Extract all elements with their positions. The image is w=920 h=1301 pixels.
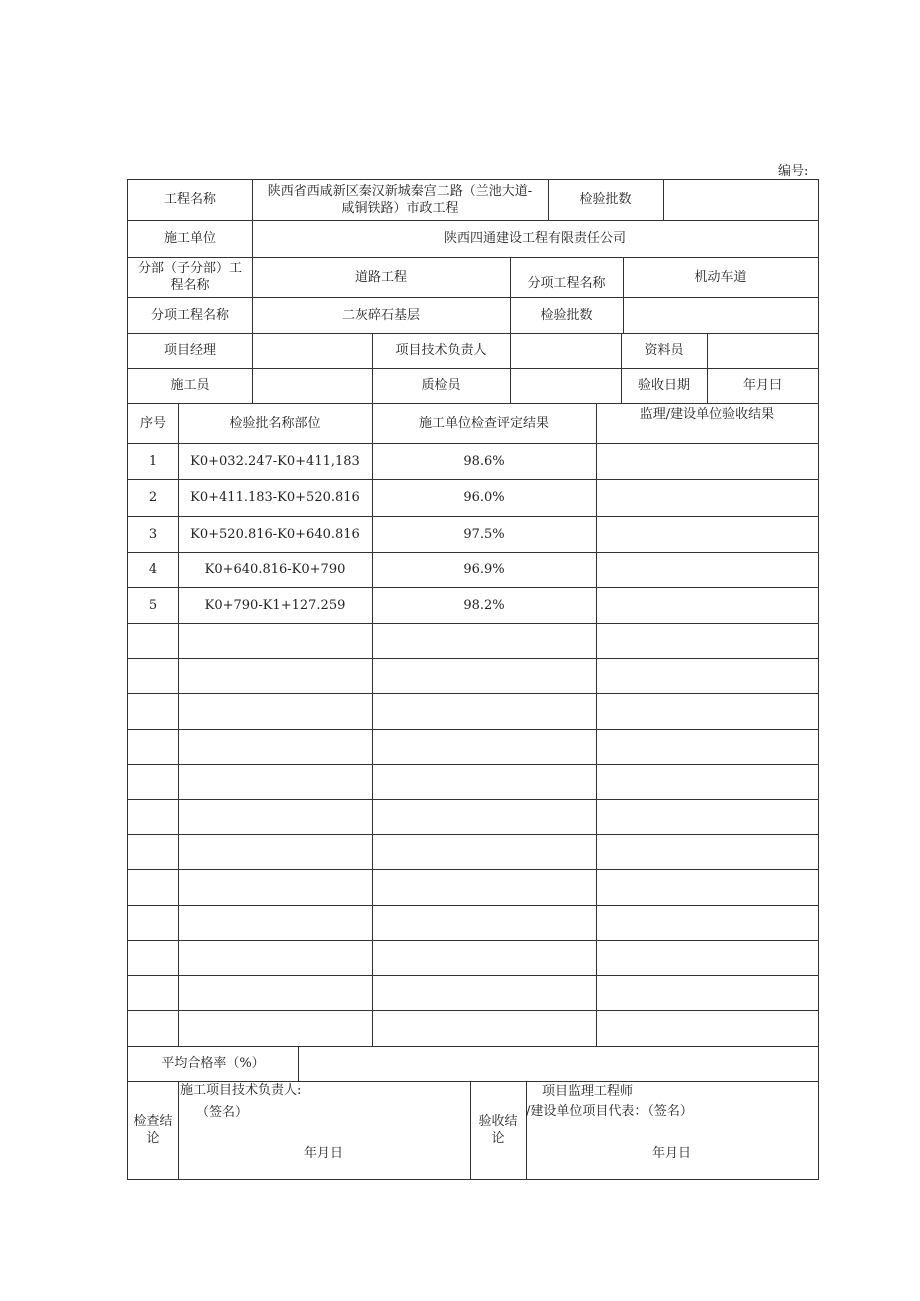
col-header-contractor-result: 施工单位检查评定结果	[418, 415, 549, 431]
subitem-value-a: 机动车道	[694, 269, 747, 285]
batch-count-label-b: 检验批数	[540, 307, 593, 323]
accept-conclusion-label-line-2: 论	[491, 1131, 505, 1146]
document-number-label: 编号:	[778, 164, 809, 179]
contractor-value: 陕西四通建设工程有限责任公司	[443, 231, 626, 246]
tech-lead-value	[510, 333, 621, 368]
batch-count-label: 检验批数	[579, 192, 632, 207]
row-3-no: 3	[148, 526, 158, 542]
accept-date-value: 年月曰	[742, 378, 782, 393]
row-1-result: 98.6%	[463, 453, 505, 469]
division-value: 道路工程	[354, 269, 407, 285]
accept-signer-line-2: /建设单位项目代表：（签名）	[526, 1104, 693, 1119]
manager-value	[252, 333, 372, 368]
division-label-line-2: 程名称	[170, 278, 210, 293]
batch-count-value-b	[623, 297, 818, 333]
grid-line-v	[596, 403, 597, 1047]
inspector-label: 质检员	[421, 378, 461, 393]
grid-line-h	[127, 1010, 819, 1011]
row-2-result: 96.0%	[463, 490, 505, 505]
grid-line-h	[127, 834, 819, 835]
accept-conclusion-label-line-1: 验收结	[478, 1114, 518, 1129]
contractor-label: 施工单位	[163, 231, 216, 246]
tech-lead-label: 项目技术负责人	[395, 343, 487, 358]
check-conclusion-label-line-2: 论	[146, 1131, 160, 1146]
check-conclusion-label-line-1: 检查结	[133, 1114, 173, 1129]
accept-date: 年月日	[652, 1146, 692, 1161]
row-2-location: K0+411.183-K0+520.816	[190, 490, 360, 505]
col-header-supervisor-result: 监理/建设单位验收结果	[639, 407, 775, 422]
worker-value	[252, 368, 372, 403]
grid-line-v	[818, 179, 819, 1180]
grid-line-h	[127, 905, 819, 906]
subitem-value-b: 二灰碎石基层	[341, 307, 420, 323]
row-4-result: 96.9%	[463, 562, 505, 577]
row-5-location: K0+790-K1+127.259	[204, 597, 346, 613]
grid-line-h	[127, 729, 819, 730]
data-clerk-label: 资料员	[644, 343, 684, 358]
check-sign: （签名）	[196, 1105, 249, 1120]
row-1-location: K0+032.247-K0+411,183	[190, 453, 360, 469]
row-4-no: 4	[148, 562, 158, 577]
grid-line-v	[178, 1081, 179, 1180]
subitem-label-b: 分项工程名称	[150, 307, 229, 323]
manager-label: 项目经理	[163, 343, 216, 358]
grid-line-h	[127, 658, 819, 659]
grid-line-h	[127, 764, 819, 765]
avg-rate-value	[298, 1046, 818, 1081]
division-label-line-1: 分部（子分部）工	[137, 261, 242, 276]
row-3-result: 97.5%	[463, 526, 505, 542]
grid-line-v	[526, 1081, 527, 1180]
worker-label: 施工员	[170, 378, 210, 393]
grid-line-h	[127, 799, 819, 800]
row-5-no: 5	[148, 597, 158, 613]
project-name-value	[252, 179, 548, 220]
accept-signer-line-1: 项目监理工程师	[542, 1084, 634, 1099]
check-conclusion-label	[128, 1081, 178, 1179]
grid-line-h	[127, 940, 819, 941]
grid-line-h	[127, 693, 819, 694]
subitem-label-a: 分项工程名称	[527, 276, 606, 291]
division-label	[128, 257, 252, 297]
row-5-result: 98.2%	[463, 597, 505, 613]
data-clerk-value	[707, 333, 818, 368]
grid-line-h	[127, 1179, 819, 1180]
row-2-no: 2	[148, 490, 158, 505]
col-header-no: 序号	[139, 415, 166, 431]
row-1-no: 1	[148, 453, 158, 469]
grid-line-h	[127, 623, 819, 624]
grid-line-h	[127, 869, 819, 870]
check-date: 年月日	[304, 1146, 344, 1161]
batch-count-value	[663, 179, 818, 220]
col-header-location: 检验批名称部位	[229, 415, 321, 431]
row-4-location: K0+640.816-K0+790	[204, 562, 346, 577]
project-name-line-2: 咸铜铁路）市政工程	[341, 200, 459, 216]
accept-date-label: 验收日期	[637, 378, 690, 393]
grid-line-h	[127, 975, 819, 976]
avg-rate-label: 平均合格率（%）	[161, 1056, 265, 1071]
inspector-value	[510, 368, 621, 403]
check-signer: 施工项目技术负责人:	[180, 1083, 302, 1098]
project-name-label: 工程名称	[163, 192, 216, 207]
row-3-location: K0+520.816-K0+640.816	[190, 526, 360, 542]
project-name-line-1: 陕西省西咸新区秦汉新城秦宫二路（兰池大道-	[267, 183, 533, 199]
accept-conclusion-label	[470, 1081, 526, 1179]
